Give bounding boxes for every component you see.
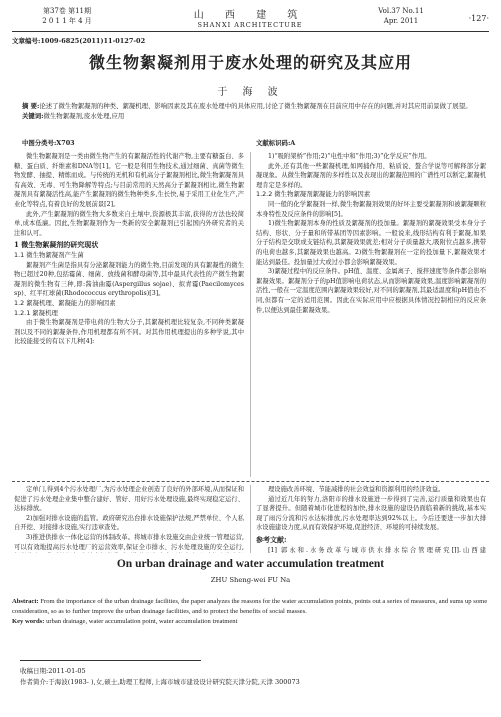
- section-heading: 参考文献:: [256, 534, 287, 544]
- section-heading: 1 微生物絮凝剂的研究现状: [14, 240, 99, 250]
- paragraph: [1] 郭永和.水务改革与城市供水排水综合管理研究[J].山西建: [268, 546, 486, 553]
- abstract-block: [22, 102, 479, 122]
- section-heading: 1.2 絮凝机理、絮凝能力的影响因素: [14, 298, 116, 307]
- english-title: On urban drainage and water accumulation treatment: [116, 558, 385, 570]
- english-authors: ZHU Sheng-wei FU Na: [210, 576, 291, 584]
- paragraph: 2)加强对排水设施的监管。政府研究出台排水设施保护法规,严禁单位、个人私自开挖、对接排水设施,实行违章查处。: [14, 514, 244, 532]
- section-heading: 1.2.2 微生物絮凝剂絮凝能力的影响因素: [256, 190, 371, 199]
- english-keywords: Key words: urban drainage, water accumulation point, water accumulation treatment: [12, 617, 238, 625]
- received-date: 收稿日期:2011-01-05: [20, 667, 86, 675]
- paragraph: 定单门,得到4个污水处理厂,为污水处理企业创造了良好的外部环境,从而保证和促进了污水处理企业集中整合建好、管好、用好污水处理设施,最终实现稳定运行、达标排放。: [14, 486, 244, 513]
- paragraph: 通过近几年的努力,洛阳市的排水设施进一步得到了完善,运行质量和效果也有了显著提升。但随着城市化进程的加快,排水设施的建设仍面临着新的挑战,基本实现了雨污分流和污水达标排放,污水处理率达到92%以上。今后还要进一步加大排水设施建设力度,从而有效保护环境,促进经济、环境的可持续发展。: [256, 495, 486, 532]
- paragraph: 同一般的化学絮凝剂一样,微生物絮凝剂效果的好坏主要受絮凝剂和被絮凝颗粒本身特性及反应条件的影响[5]。: [256, 200, 486, 218]
- header-rule: [12, 31, 489, 32]
- author-name: 于 海 波: [217, 87, 284, 98]
- footnote-rule: [20, 660, 201, 661]
- section-break-rule: [12, 481, 489, 482]
- left-column: [14, 152, 244, 477]
- running-header: [0, 4, 501, 32]
- journal-name: 山 西 建 筑 SHANXI ARCHITECTURE: [193, 10, 307, 29]
- section-heading: 1.2.1 絮凝机理: [14, 308, 58, 317]
- section-heading: 1.1 微生物絮凝剂产生菌: [14, 250, 84, 259]
- bottom-left-column: [14, 485, 244, 553]
- paragraph: 此外,还有其他一些絮凝机理,如网捕作用、粘质说、螯合学说等可解释部分絮凝现象。从微生物絮凝剂的多样性以及表现出的絮凝范围的广谱性可以断定,絮凝机理肯定是多样的。: [256, 162, 486, 189]
- document-code: 文献标识码:A: [256, 139, 296, 147]
- paragraph: 絮凝剂产生菌是指具有分泌絮凝剂能力的微生物,目前发现的具有絮凝性的微生物已超过20种,包括霉菌、细菌、放线菌和酵母菌等,其中最具代表性的产微生物絮凝剂的微生物有三种,即:酱油曲霉(Aspergillus sojae)、拟青霉(Paecilomyces sp)、红平红球菌(Rhodococcus erythropolis)[3]。: [14, 261, 244, 298]
- paragraph: 1)微生物絮凝剂本身的性质及絮凝剂的投加量。絮凝剂的絮凝效果受本身分子结构、形状、分子量和所带基团等因素影响。一般说来,线形结构有利于絮凝,如果分子结构是交联或支链结构,其絮凝效果就差;相对分子质量越大,吸附位点越多,携带的电荷也越多,其絮凝效果也越高。2)微生物絮凝剂在一定的投加量下,絮凝效果才能达到最佳。投加量过大或过小都会影响絮凝效果。: [256, 220, 486, 266]
- paragraph: 1)“吸附架桥”作用;2)“电性中和”作用;3)“化学反应”作用。: [268, 153, 431, 160]
- paragraph: 理设施改善环境、节能减排的社会效益和资源利用的经济效益。: [268, 486, 445, 493]
- abstract: 摘 要:论述了微生物絮凝剂的种类、絮凝机理、影响因素及其在废水处理中的具体应用,讨论了微生物絮凝剂在目前应用中存在的问题,并对其应用前景做了展望。: [22, 102, 472, 110]
- footnote: [20, 666, 300, 687]
- article-number: 文章编号:1009-6825(2011)11-0127-02: [12, 37, 146, 45]
- keywords: 关键词:微生物絮凝剂,废水处理,应用: [22, 111, 125, 120]
- paper-title: 微生物絮凝剂用于废水处理的研究及其应用: [88, 53, 412, 72]
- clc-number: 中图分类号:X703: [22, 139, 75, 147]
- bottom-column-divider: [250, 485, 251, 553]
- right-column: [256, 152, 486, 477]
- issue-info-en: Vol.37 No.11 Apr. 2011: [378, 7, 424, 25]
- issue-info-cn: 第37卷 第11期 2 0 1 1 年 4 月: [42, 7, 92, 25]
- bottom-right-column: [256, 485, 486, 553]
- page-number: ·127·: [468, 14, 489, 23]
- paragraph: 此外,产生絮凝剂的微生物大多数来自土壤中,资源极其丰富,获得的方法也较简单,成本低廉。因此,生物絮凝剂作为一类新的安全絮凝剂已引起国内外研究者的关注和认可。: [14, 210, 244, 237]
- paragraph: 微生物絮凝剂是一类由微生物产生的有絮凝活性的代谢产物,主要有糖蛋白、多糖、蛋白质、纤维素和DNA等[1]。它一般是利用生物技术,通过细菌、真菌等微生物发酵、抽提、精炼而成。与传统的无机和有机高分子絮凝剂相比,微生物絮凝剂具有高效、无毒、可生物降解等特点;与目前常用的天然高分子絮凝剂相比,微生物絮凝剂具有絮凝活性高,能产生絮凝剂的微生物种类多,生长快,易于采用工业化生产,产业化等特点,有着良好的发展前景[2]。: [14, 153, 244, 208]
- paragraph: 3)絮凝过程中的反应条件。pH值、温度、金属离子、搅拌速度等条件都会影响絮凝效果。絮凝剂分子的pH值影响电荷状态,从而影响絮凝效果,温度影响絮凝剂的活性,一般在一定温度范围内絮凝效果较好,对不同的絮凝剂,其最适温度和pH值也不同,但都有一定的适用范围。因此在实际应用中应根据具体情况控制相应的反应条件,以便达到最佳絮凝效果。: [256, 268, 486, 314]
- english-abstract: Abstract: From the importance of the urban drainage facilities, the paper analyzes the reasons for the water accumulation points, points out a series of measures, and sums up some consideration, so as to further improve the urban drainage facilities, and to protect the benefits of social masses.: [12, 598, 488, 615]
- paragraph: 由于微生物絮凝剂是带电荷的生物大分子,其絮凝机理比较复杂,不同种类絮凝剂以及不同的絮凝条件,作用机理都有所不同。对其作用机理提出的多种学说,其中比较能接受的有以下几种[4]:: [14, 319, 244, 346]
- column-divider: [250, 152, 251, 477]
- english-abstract-block: [12, 597, 489, 626]
- author-bio: 作者简介:于海波(1983- ),女,硕士,助理工程师,上海市城市建设设计研究院天津分院,天津 300073: [20, 677, 300, 686]
- paragraph: 3)推进供排水一体化运营的体制改革。将城市排水设施交由企业统一管理运营,可以有效地提高污水处理厂的运营效率,保证全市排水、污水处理设施的安全运行,: [14, 533, 244, 551]
